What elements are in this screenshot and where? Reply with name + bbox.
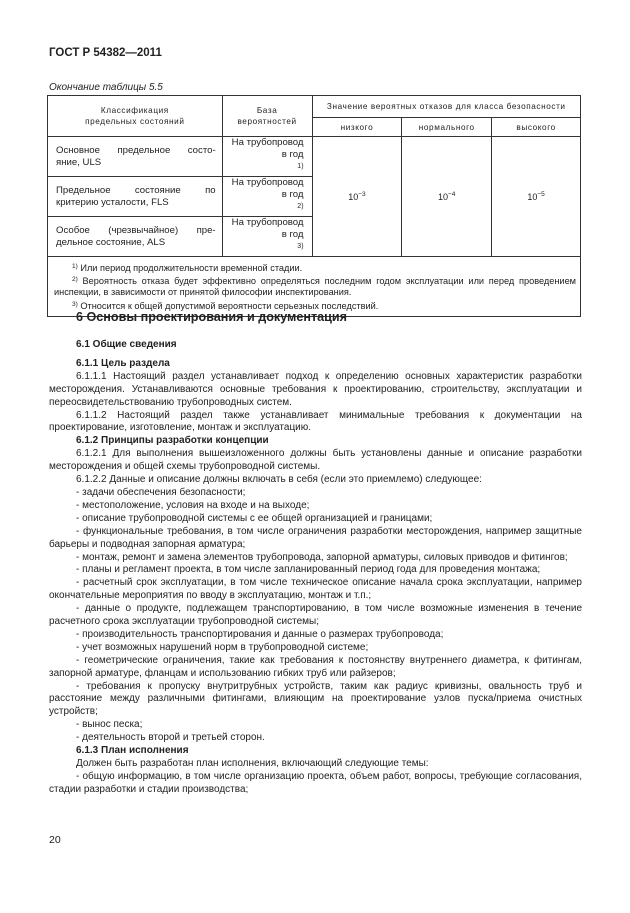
row-classification: Особое (чрезвычайное) пре- дельное состояние, ALS <box>48 217 223 257</box>
paragraph: - вынос песка; <box>76 719 143 731</box>
col-header-normal: нормального <box>402 118 492 137</box>
section-title: 6 Основы проектирования и документация <box>76 310 347 324</box>
table-note: $^{1)}$ Или период продолжительности временной стадии. <box>72 263 303 273</box>
table-caption: Окончание таблицы 5.5 <box>49 82 163 93</box>
subsection-heading: 6.1.1 Цель раздела <box>76 357 170 369</box>
col-header-classification: Классификация предельных состояний <box>48 96 223 137</box>
value-low: $10^{-3}$ <box>312 137 402 257</box>
table-notes <box>48 257 581 317</box>
subsection-heading: 6.1.2 Принципы разработки концепции <box>76 435 269 447</box>
row-classification: Предельное состояние по критерию усталости, FLS <box>48 177 223 217</box>
row-base: На трубопровод в год $^{2)}$ <box>222 177 312 217</box>
paragraph: - монтаж, ремонт и замена элементов трубопровода, запорной арматуры, силовых приводов и фитингов; <box>76 551 568 563</box>
document-header: ГОСТ Р 54382—2011 <box>49 47 162 59</box>
table-row <box>48 137 581 177</box>
table-note: $^{3)}$ Относится к общей допустимой вероятности серьезных последствий. <box>72 300 379 311</box>
paragraph: - описание трубопроводной системы с ее общей организацией и границами; <box>76 512 433 524</box>
paragraph: - требования к пропуску внутритрубных устройств, таким как радиус кривизны, овальность труб и расстояние между различными фитингами, влияющим на проектирование узлов пуска/приема очистных устройств; <box>49 680 582 718</box>
paragraph: - деятельность второй и третьей сторон. <box>76 732 265 744</box>
table-note: $^{2)}$ Вероятность отказа будет эффективно определяться последним годом эксплуатации или перед проведением инспекции, в зависимости от принятой философии инспектирования. <box>54 276 576 298</box>
col-header-safety-class: Значение вероятных отказов для класса безопасности <box>312 96 580 118</box>
paragraph: 6.1.2.1 Для выполнения вышеизложенного должны быть установлены данные и описание разработки месторождения и общей схемы трубопроводной системы. <box>49 448 582 473</box>
col-header-low: низкого <box>312 118 402 137</box>
value-normal: $10^{-4}$ <box>402 137 492 257</box>
paragraph: 6.1.1.1 Настоящий раздел устанавливает подход к определению основных характеристик разработки месторождения. Устанавливаются основные требования к проектированию, строительству, эксплуатации и переосвидетельствованию трубопроводных систем. <box>49 370 582 408</box>
row-base: На трубопровод в год $^{3)}$ <box>222 217 312 257</box>
paragraph: - задачи обеспечения безопасности; <box>76 486 246 498</box>
paragraph: - расчетный срок эксплуатации, в том числе техническое описание начала срока эксплуатации, например окончательные мероприятия по вводу в эксплуатацию, монтаж и т.п.; <box>49 577 582 602</box>
paragraph: - учет возможных нарушений норм в трубопроводной системе; <box>76 641 369 653</box>
paragraph: - данные о продукте, подлежащем транспортированию, в том числе возможные изменения в течение расчетного срока эксплуатации трубопроводной системы; <box>49 603 582 628</box>
paragraph: Должен быть разработан план исполнения, включающий следующие темы: <box>76 758 429 769</box>
subsection-heading: 6.1 Общие сведения <box>76 339 177 350</box>
paragraph: - производительность транспортирования и данные о размерах трубопровода; <box>76 628 444 640</box>
paragraph: 6.1.2.2 Данные и описание должны включать в себя (если это приемлемо) следующее: <box>76 474 482 486</box>
value-high: $10^{-5}$ <box>492 137 581 257</box>
paragraph: 6.1.1.2 Настоящий раздел также устанавливает минимальные требования к документации на проектирование, изготовление, монтаж и эксплуатацию. <box>49 409 582 434</box>
subsection-heading: 6.1.3 План исполнения <box>76 745 189 757</box>
paragraph: - общую информацию, в том числе организацию проекта, объем работ, вопросы, требующие согласования, стадии разработки и стадии производства; <box>49 770 582 795</box>
paragraph: - функциональные требования, в том числе ограничения разработки месторождения, например защитные барьеры и подводная запорная арматура; <box>49 525 582 550</box>
paragraph: - геометрические ограничения, такие как требования к постоянству внутреннего диаметра, к фитингам, запорной арматуре, фланцам и использованию гибких труб или райзеров; <box>49 654 582 679</box>
probability-table <box>47 95 581 317</box>
row-classification: Основное предельное состо- яние, ULS <box>48 137 223 177</box>
page-number: 20 <box>49 834 61 846</box>
paragraph: - местоположение, условия на входе и на выходе; <box>76 499 310 511</box>
body-text <box>49 339 582 797</box>
row-base: На трубопровод в год $^{1)}$ <box>222 137 312 177</box>
paragraph: - планы и регламент проекта, в том числе запланированный период года для проведения монтажа; <box>76 564 541 576</box>
col-header-base: База вероятностей <box>222 96 312 137</box>
col-header-high: высокого <box>492 118 581 137</box>
